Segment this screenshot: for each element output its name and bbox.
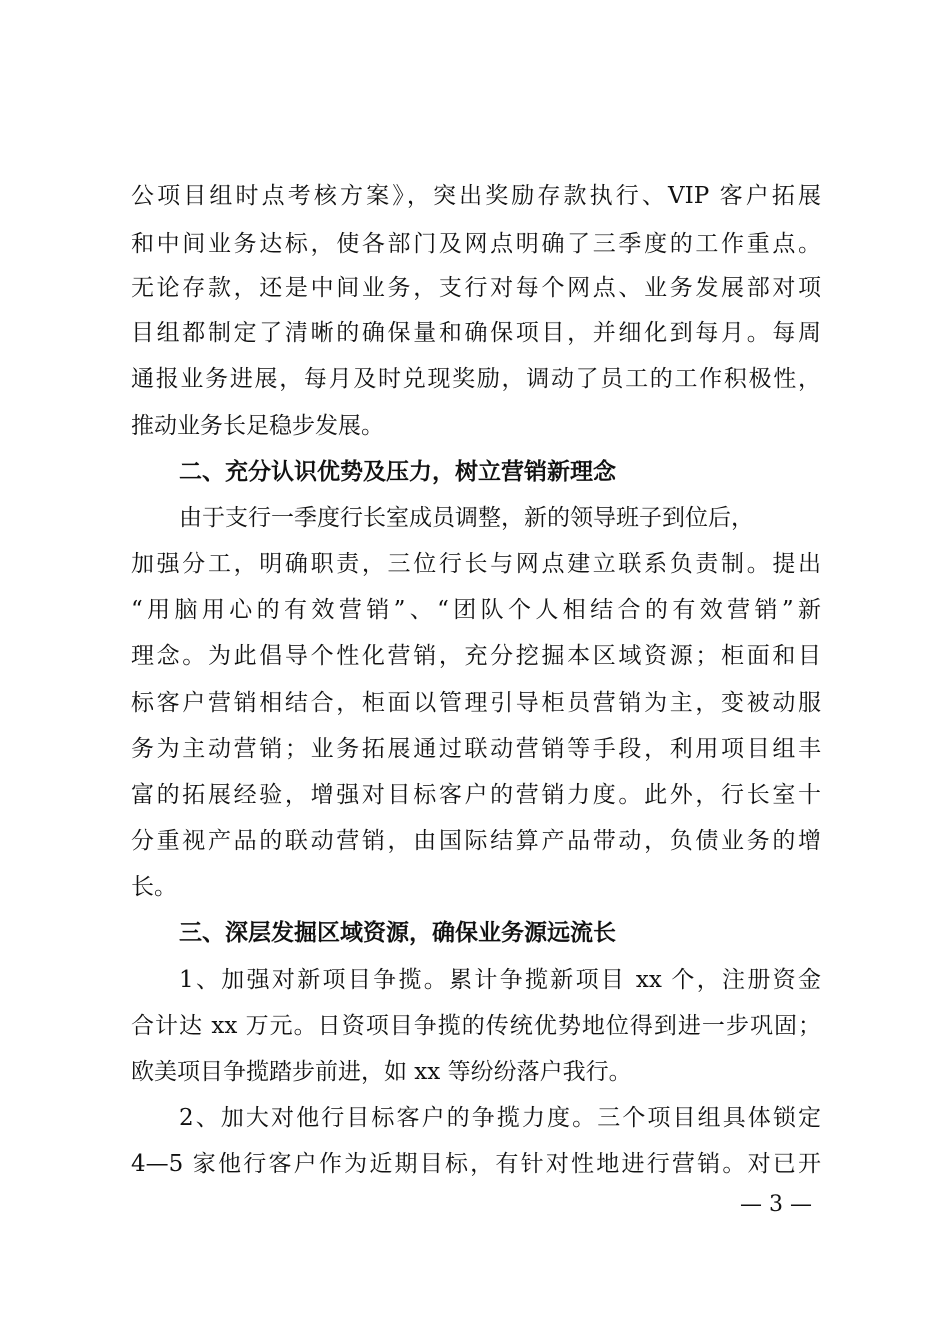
paragraph-line: 4—5 家他行客户作为近期目标，有针对性地进行营销。对已开: [131, 1151, 821, 1177]
paragraph-line: 加强分工，明确职责，三位行长与网点建立联系负责制。提出: [131, 551, 821, 577]
paragraph-line: 富的拓展经验，增强对目标客户的营销力度。此外，行长室十: [131, 782, 821, 808]
paragraph-line: 理念。为此倡导个性化营销，充分挖掘本区域资源；柜面和目: [131, 643, 821, 669]
paragraph-line: 合计达 xx 万元。日资项目争揽的传统优势地位得到进一步巩固；: [131, 1013, 821, 1039]
paragraph-line: 1、加强对新项目争揽。累计争揽新项目 xx 个，注册资金: [179, 967, 821, 993]
section-heading-2: 二、充分认识优势及压力，树立营销新理念: [179, 459, 616, 485]
paragraph-line: 务为主动营销；业务拓展通过联动营销等手段，利用项目组丰: [131, 736, 821, 762]
paragraph-line: 和中间业务达标，使各部门及网点明确了三季度的工作重点。: [131, 231, 821, 257]
page-number: — 3 —: [740, 1192, 812, 1217]
paragraph-line: 欧美项目争揽踏步前进，如 xx 等纷纷落户我行。: [131, 1059, 632, 1085]
paragraph-line: 目组都制定了清晰的确保量和确保项目，并细化到每月。每周: [131, 320, 821, 346]
paragraph-line: 推动业务长足稳步发展。: [131, 413, 384, 439]
paragraph-line: 标客户营销相结合，柜面以管理引导柜员营销为主，变被动服: [131, 690, 821, 716]
paragraph-line: 无论存款，还是中间业务，支行对每个网点、业务发展部对项: [131, 275, 821, 301]
paragraph-line: 2、加大对他行目标客户的争揽力度。三个项目组具体锁定: [179, 1105, 821, 1131]
paragraph-line: 公项目组时点考核方案》，突出奖励存款执行、VIP 客户拓展: [131, 183, 821, 209]
paragraph-line: 长。: [131, 874, 177, 900]
paragraph-line: 通报业务进展，每月及时兑现奖励，调动了员工的工作积极性，: [131, 366, 821, 392]
paragraph-line: 分重视产品的联动营销，由国际结算产品带动，负债业务的增: [131, 828, 821, 854]
paragraph-line: “用脑用心的有效营销”、“团队个人相结合的有效营销”新: [131, 597, 821, 623]
section-heading-3: 三、深层发掘区域资源，确保业务源远流长: [179, 920, 616, 946]
paragraph-line: 由于支行一季度行长室成员调整，新的领导班子到位后，: [179, 505, 754, 531]
